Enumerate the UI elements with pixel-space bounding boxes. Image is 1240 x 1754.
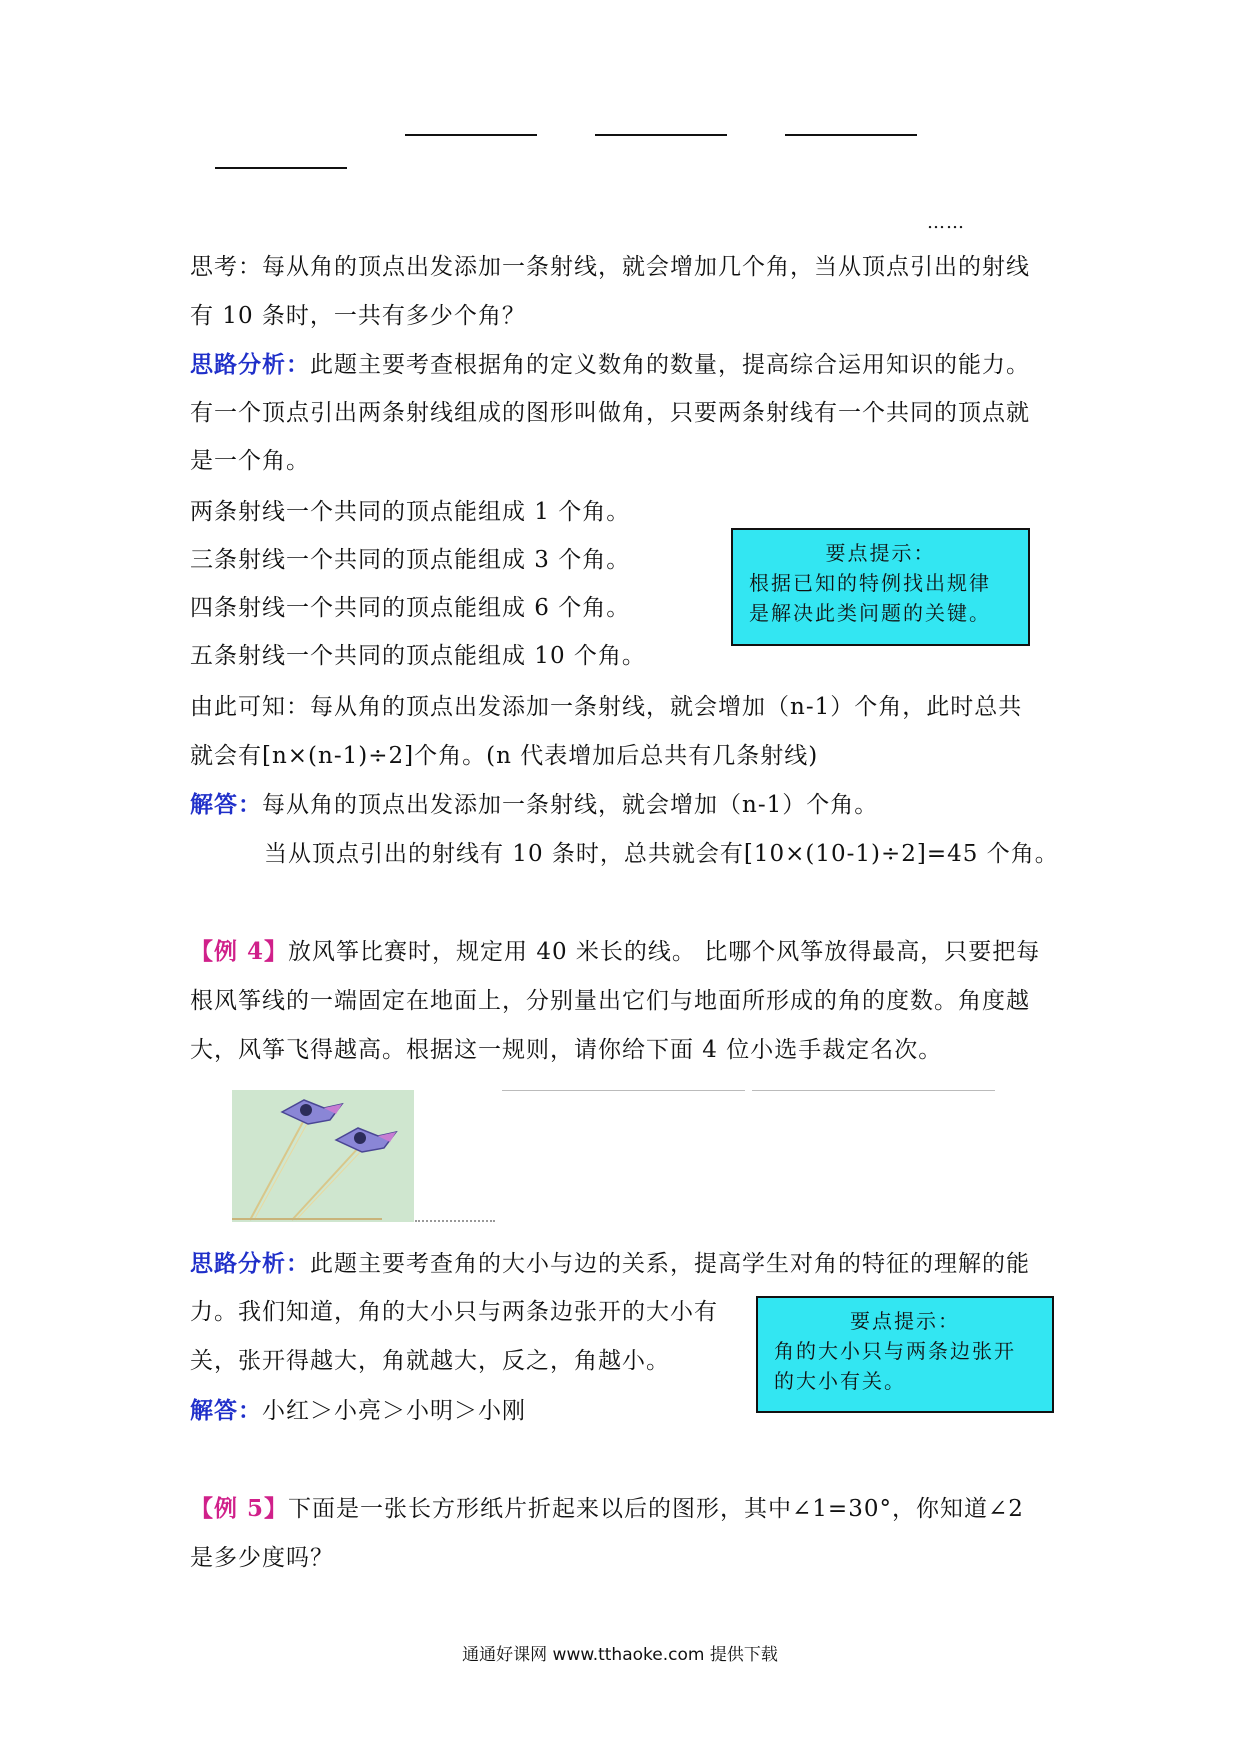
blank-line-3: [785, 134, 917, 136]
answer2-text: 小红＞小亮＞小明＞小刚: [262, 1398, 526, 1424]
answer2-line: [190, 1396, 526, 1426]
blank-line-4: [215, 167, 347, 169]
analysis2-label: 思路分析：: [190, 1251, 310, 1277]
fact-3: 四条射线一个共同的顶点能组成 6 个角。: [190, 595, 631, 621]
tip-box-2: [756, 1296, 1054, 1413]
fact-2: 三条射线一个共同的顶点能组成 3 个角。: [190, 547, 631, 573]
tip2-line-2: 的大小有关。: [774, 1369, 906, 1393]
example4-tag: 【例 4】: [190, 938, 289, 965]
analysis2-line-1: [190, 1249, 1030, 1279]
analysis2-text-1: 此题主要考查角的大小与边的关系，提高学生对角的特征的理解的能: [310, 1251, 1030, 1277]
example5-text-1: 下面是一张长方形纸片折起来以后的图形，其中∠1=30°，你知道∠2: [288, 1496, 1024, 1522]
example4-line-1: [190, 937, 1040, 967]
tip2-title: 要点提示：: [850, 1309, 960, 1333]
divider-thin-1: [502, 1090, 745, 1091]
page-footer: 通通好课网 www.tthaoke.com 提供下载: [462, 1645, 778, 1665]
tip1-line-2: 是解决此类问题的关键。: [749, 601, 991, 625]
tip2-line-1: 角的大小只与两条边张开: [774, 1339, 1016, 1363]
answer1-text-1: 每从角的顶点出发添加一条射线，就会增加（n-1）个角。: [262, 792, 879, 818]
example5-line-1: [190, 1494, 1024, 1524]
example5-tag: 【例 5】: [190, 1495, 289, 1522]
think-line-2: 有 10 条时，一共有多少个角？: [190, 303, 526, 329]
answer2-label: 解答：: [190, 1398, 262, 1424]
fact-1: 两条射线一个共同的顶点能组成 1 个角。: [190, 499, 631, 525]
conclusion-line-1: 由此可知：每从角的顶点出发添加一条射线，就会增加（n-1）个角，此时总共: [190, 694, 1023, 720]
example5-line-2: 是多少度吗？: [190, 1545, 334, 1571]
example4-line-2: 根风筝线的一端固定在地面上，分别量出它们与地面所形成的角的度数。角度越: [190, 988, 1030, 1014]
think-line-1: 思考：每从角的顶点出发添加一条射线，就会增加几个角，当从顶点引出的射线: [190, 254, 1030, 280]
answer1-label: 解答：: [190, 792, 262, 818]
example4-text-1: 放风筝比赛时，规定用 40 米长的线。 比哪个风筝放得最高，只要把每: [288, 939, 1041, 965]
kite-illustration: [232, 1090, 414, 1222]
example4-line-3: 大，风筝飞得越高。根据这一规则，请你给下面 4 位小选手裁定名次。: [190, 1037, 943, 1063]
ellipsis: ……: [927, 212, 965, 233]
tip1-line-1: 根据已知的特例找出规律: [749, 571, 991, 595]
conclusion-line-2: 就会有[n×(n-1)÷2]个角。(n 代表增加后总共有几条射线): [190, 743, 819, 769]
divider-thin-2: [752, 1090, 995, 1091]
fact-4: 五条射线一个共同的顶点能组成 10 个角。: [190, 643, 646, 669]
kite-picture: [232, 1090, 414, 1222]
analysis1-line-3: 是一个角。: [190, 448, 310, 474]
dotted-mark: [415, 1220, 495, 1222]
answer1-line-2: 当从顶点引出的射线有 10 条时，总共就会有[10×(10-1)÷2]=45 个角。: [264, 841, 1059, 867]
analysis1-line-1: [190, 350, 1030, 380]
tip1-title: 要点提示：: [825, 541, 936, 565]
analysis2-line-2: 力。我们知道，角的大小只与两条边张开的大小有: [190, 1299, 718, 1325]
blank-line-2: [595, 134, 727, 136]
analysis2-line-3: 关，张开得越大，角就越大，反之，角越小。: [190, 1348, 670, 1374]
blank-line-1: [405, 134, 537, 136]
analysis1-label: 思路分析：: [190, 352, 310, 378]
analysis1-text-1: 此题主要考查根据角的定义数角的数量，提高综合运用知识的能力。: [310, 352, 1030, 378]
tip-box-1: [731, 528, 1030, 646]
answer1-line-1: [190, 790, 878, 820]
analysis1-line-2: 有一个顶点引出两条射线组成的图形叫做角，只要两条射线有一个共同的顶点就: [190, 400, 1030, 426]
